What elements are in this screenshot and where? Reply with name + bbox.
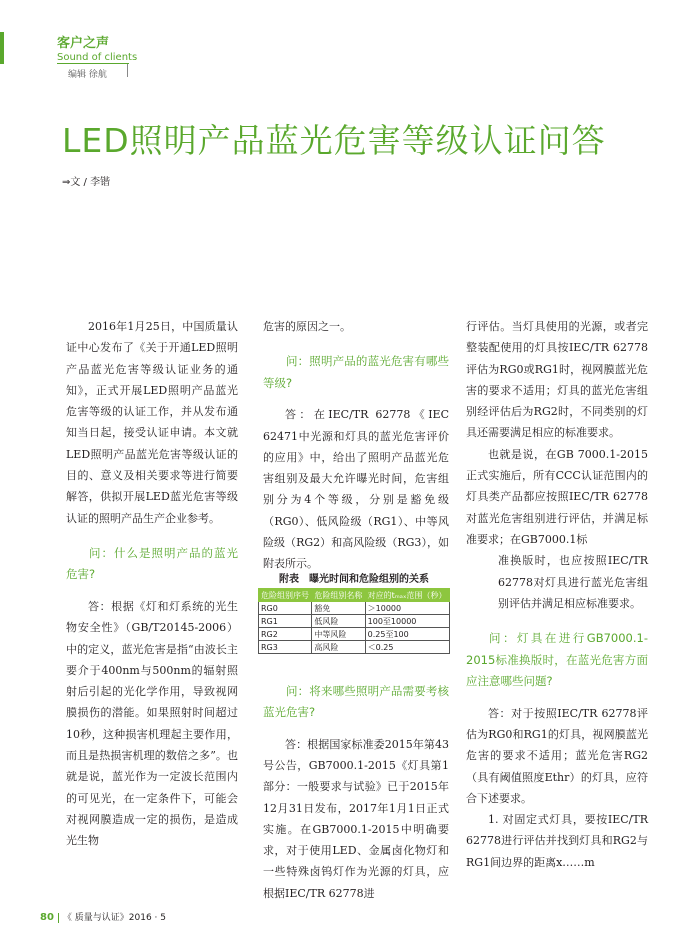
answer-1-continued: 危害的原因之一。 <box>263 320 351 333</box>
table-cell: ＞10000 <box>365 602 449 615</box>
table-cell: 高风险 <box>312 641 365 654</box>
article-author: ⇒文 / 李锴 <box>62 177 111 188</box>
table-header-cell: 危险组别名称 <box>312 589 365 602</box>
table-cell: 0.25至100 <box>365 628 449 641</box>
table-row <box>259 602 450 615</box>
table-cell: 100至10000 <box>365 615 449 628</box>
table <box>258 588 450 654</box>
table-cell: 豁免 <box>312 602 365 615</box>
question-2: 问：照明产品的蓝光危害有哪些等级? <box>263 354 449 390</box>
paragraph-ccc-continued: 准换版时，也应按照IEC/TR 62778对灯具进行蓝光危害组别评估并满足相应标准要求。 <box>498 554 648 610</box>
table-row <box>259 615 450 628</box>
column-1 <box>66 316 238 852</box>
editor-credit: 编辑 徐航 <box>68 70 107 80</box>
risk-group-table <box>258 570 450 654</box>
question-1: 问：什么是照明产品的蓝光危害? <box>66 545 238 582</box>
table-cell: RG0 <box>259 602 312 615</box>
table-cell: RG3 <box>259 641 312 654</box>
section-color-bar <box>0 32 4 64</box>
editor-divider <box>127 64 128 77</box>
table-cell: 低风险 <box>312 615 365 628</box>
answer-2: 答：在IEC/TR 62778《IEC 62471中光源和灯具的蓝光危害评价的应用》中，给出了照明产品蓝光危害组别及最大允许曝光时间，危害组别分为4个等级，分别是豁免级（RG0）、低风险级（RG1）、中等风险级（RG2）和高风险级（RG3），如附表所示。 <box>263 408 449 571</box>
table-cell: ＜0.25 <box>365 641 449 654</box>
table-cell: 中等风险 <box>312 628 365 641</box>
page-footer <box>40 910 166 923</box>
journal-name: 《 质量与认证》2016 · 5 <box>62 913 166 923</box>
section-title: 客户之声 <box>57 36 110 51</box>
table-row <box>259 641 450 654</box>
intro-paragraph: 2016年1月25日，中国质量认证中心发布了《关于开通LED照明产品蓝光危害等级认证业务的通知》，正式开展LED照明产品蓝光危害等级的认证工作，并从发布通知当日起，接受认证申请。本文就LED照明产品蓝光危害等级认证的目的、意义及相关要求等进行简要解答，供拟开展LED蓝光危害等级认证的照明产品生产企业参考。 <box>66 320 238 525</box>
table-row <box>259 628 450 641</box>
answer-1: 答：根据《灯和灯系统的光生物安全性》（GB/T20145-2006）中的定义，蓝光危害是指“由波长主要介于400nm与500nm的辐射照射后引起的光化学作用，导致视网膜损伤的潜能。如果照射时间超过10秒，这种损害机理起主要作用，而且是热损害机理的数倍之多”。也就是说，蓝光作为一定波长范围内的可见光，在一定条件下，可能会对视网膜造成一定的损伤，是造成光生物 <box>66 599 238 848</box>
question-3: 问：将来哪些照明产品需要考核蓝光危害? <box>263 683 449 720</box>
table-header-cell: 对应的tₘₐₓ范围（秒） <box>365 589 449 602</box>
question-4: 问：灯具在进行GB7000.1-2015标准换版时，在蓝光危害方面应注意哪些问题? <box>466 631 648 689</box>
article-title: LED照明产品蓝光危害等级认证问答 <box>62 121 606 160</box>
column-3 <box>466 316 648 873</box>
table-cell: RG2 <box>259 628 312 641</box>
table-header-cell: 危险组别序号 <box>259 589 312 602</box>
page-number: 80 <box>40 912 54 923</box>
answer-3: 答：根据国家标准委2015年第43号公告，GB7000.1-2015《灯具第1部分：一般要求与试验》已于2015年12月31日发布，2017年1月1日正式实施。在GB7000.1-2015中明确要求，对于使用LED、金属卤化物灯和一些特殊卤钨灯作为光源的灯具，应根据IEC/TR 62778进 <box>263 737 449 900</box>
section-divider <box>57 63 129 64</box>
paragraph-ccc: 也就是说，在GB 7000.1-2015正式实施后，所有CCC认证范围内的灯具类产品都应按照IEC/TR 62778对蓝光危害组别进行评估，并满足标准要求；在GB7000.1标 <box>466 447 648 546</box>
section-subtitle: Sound of clients <box>57 52 138 63</box>
table-caption: 附表 曝光时间和危险组别的关系 <box>279 574 429 585</box>
answer-4-item-1: 1. 对固定式灯具，要按IEC/TR 62778进行评估并找到灯具和RG2与RG1间边界的距离x……m <box>466 813 648 869</box>
answer-4: 答：对于按照IEC/TR 62778评估为RG0和RG1的灯具，视网膜蓝光危害的要求不适用；蓝光危害RG2（具有阈值照度Ethr）的灯具，应符合下述要求。 <box>466 706 648 805</box>
table-header-row <box>259 589 450 602</box>
answer-3-continued: 行评估。当灯具使用的光源，或者完整装配使用的灯具按IEC/TR 62778评估为RG0或RG1时，视网膜蓝光危害的要求不适用；灯具的蓝光危害组别经评估后为RG2时，不同类别的灯具还需要满足相应的标准要求。 <box>466 320 648 440</box>
table-cell: RG1 <box>259 615 312 628</box>
footer-divider <box>58 913 59 923</box>
